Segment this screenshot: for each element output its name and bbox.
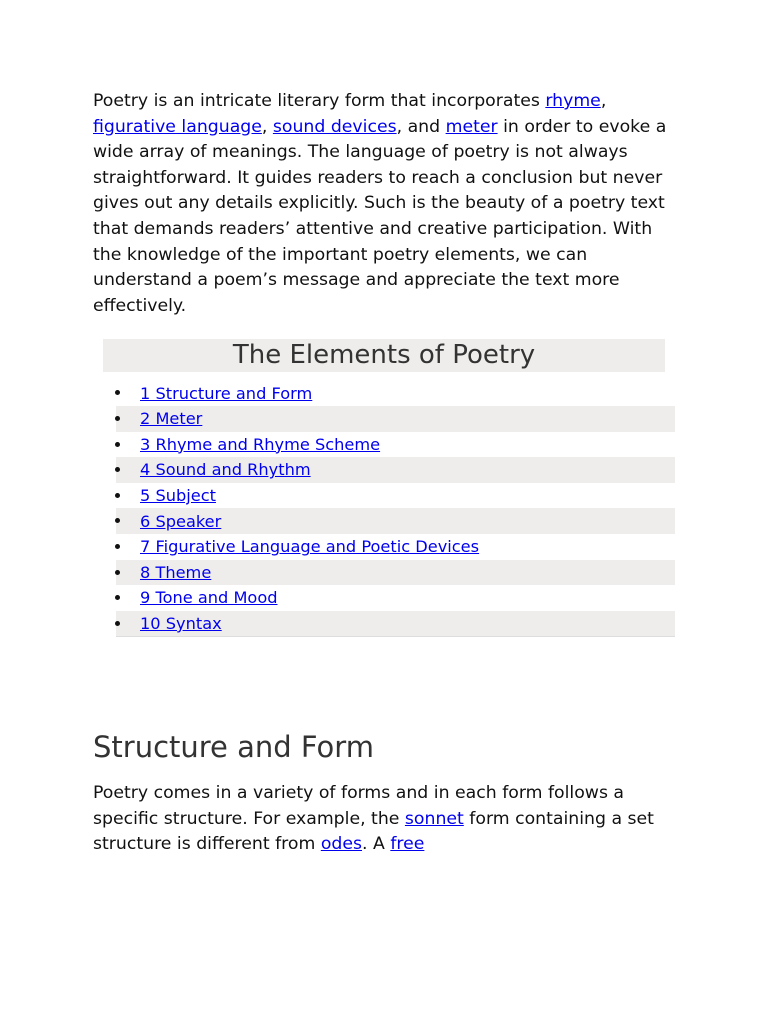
toc-item-meter xyxy=(116,406,675,432)
toc-link[interactable]: 3 Rhyme and Rhyme Scheme xyxy=(140,434,381,454)
bullet-icon xyxy=(115,544,120,549)
bullet-icon xyxy=(115,621,120,626)
toc-link[interactable]: 2 Meter xyxy=(140,409,203,429)
figurative-language-link[interactable]: figurative language xyxy=(93,116,262,137)
toc-link[interactable]: 7 Figurative Language and Poetic Devices xyxy=(140,537,480,557)
intro-text-1: Poetry is an intricate literary form that incorporates xyxy=(93,91,546,111)
intro-text-5: in order to evoke a wide array of meanings. The language of poetry is not always straightforward. It guides readers to reach a conclusion but never gives out any details explicitly. Such is the beauty of a poetry text that demands readers’ attentive and creative participation. With the knowledge of the important poetry elements, we can understand a poem’s message and appreciate the text more effectively. xyxy=(93,116,667,316)
bullet-icon xyxy=(115,595,120,600)
article xyxy=(93,89,678,858)
intro-text-4: , and xyxy=(396,116,446,137)
toc-item-rhyme-and-rhyme-scheme xyxy=(116,432,675,458)
toc-item-tone-and-mood xyxy=(116,585,675,611)
intro-paragraph xyxy=(93,89,678,319)
toc-link[interactable]: 5 Subject xyxy=(140,486,216,506)
odes-link[interactable]: odes xyxy=(320,834,362,855)
meter-link[interactable]: meter xyxy=(445,116,498,137)
sonnet-link[interactable]: sonnet xyxy=(404,808,464,829)
bullet-icon xyxy=(115,442,120,447)
intro-text-3: , xyxy=(261,116,273,137)
sound-devices-link[interactable]: sound devices xyxy=(272,116,397,137)
bullet-icon xyxy=(115,390,120,395)
section-heading-structure-and-form: Structure and Form xyxy=(93,730,374,765)
free-verse-link[interactable]: free xyxy=(390,834,425,855)
bullet-icon xyxy=(115,493,120,498)
toc-link[interactable]: 9 Tone and Mood xyxy=(140,588,278,608)
structure-text-2: form containing a set structure is different from xyxy=(93,808,654,855)
toc-item-subject xyxy=(116,483,675,509)
toc-link[interactable]: 10 Syntax xyxy=(140,613,222,633)
toc-item-syntax xyxy=(116,611,675,637)
rhyme-link[interactable]: rhyme xyxy=(545,91,601,111)
toc-item-figurative-language xyxy=(116,534,675,560)
toc-item-speaker xyxy=(116,508,675,534)
toc-item-structure-and-form xyxy=(116,380,675,406)
toc-list xyxy=(116,380,675,637)
toc-link[interactable]: 4 Sound and Rhythm xyxy=(140,460,311,480)
bullet-icon xyxy=(115,467,120,472)
structure-paragraph xyxy=(93,781,678,858)
toc-title: The Elements of Poetry xyxy=(232,340,536,371)
toc-link[interactable]: 6 Speaker xyxy=(140,511,222,531)
bullet-icon xyxy=(115,518,120,523)
toc-link[interactable]: 8 Theme xyxy=(140,562,212,582)
bullet-icon xyxy=(115,570,120,575)
structure-text-1: Poetry comes in a variety of forms and in each form follows a specific structure. For example, the xyxy=(93,783,625,829)
toc-item-sound-and-rhythm xyxy=(116,457,675,483)
toc-item-theme xyxy=(116,560,675,586)
intro-text-2: , xyxy=(600,91,607,111)
toc-title-bar xyxy=(103,339,665,372)
bullet-icon xyxy=(115,416,120,421)
toc-link[interactable]: 1 Structure and Form xyxy=(140,383,313,403)
structure-text-3: . A xyxy=(362,834,391,855)
